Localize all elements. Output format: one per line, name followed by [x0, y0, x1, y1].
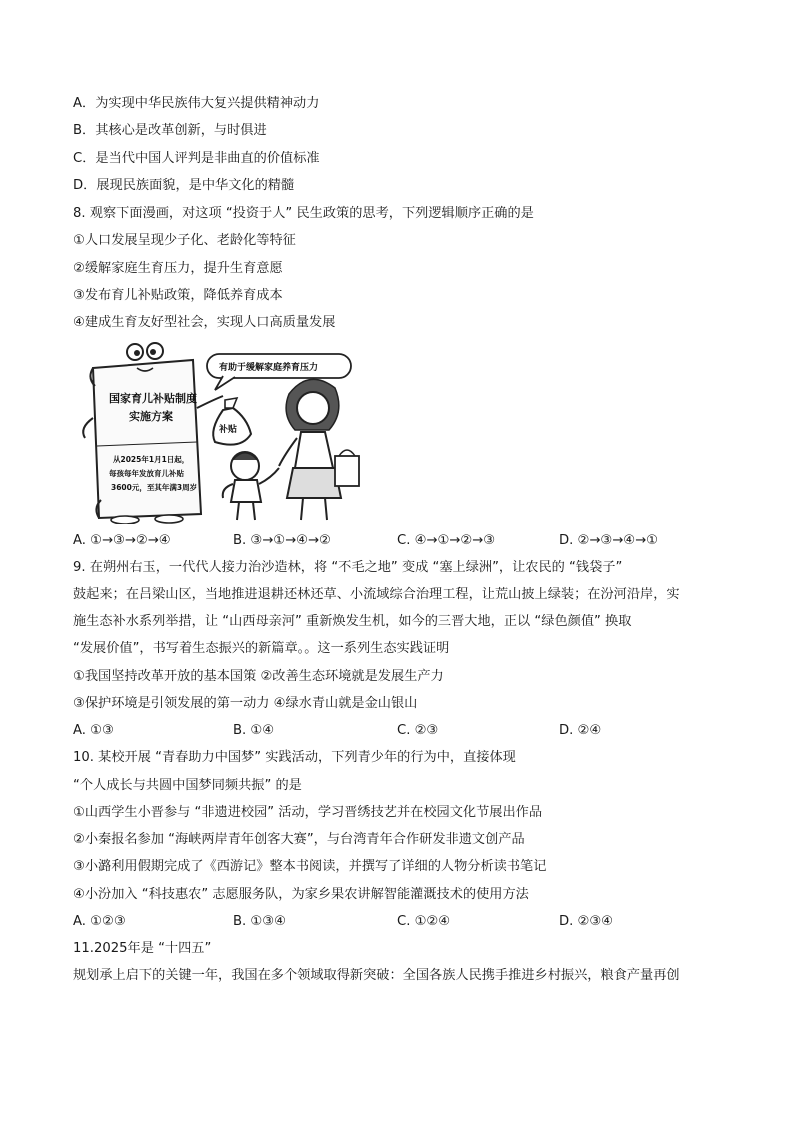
q9-items-line-1: ①我国坚持改革开放的基本国策 ②改善生态环境就是发展生产力 [73, 669, 444, 684]
q8-option-c[interactable]: C. ④→①→②→③ [397, 533, 496, 548]
speech-bubble-text: 有助于缓解家庭养育压力 [219, 363, 319, 373]
mother-illustration [279, 379, 359, 520]
q7-option-c: C．是当代中国人评判是非曲直的价值标准 [73, 151, 320, 166]
q8-item-4: ④建成生育友好型社会，实现人口高质量发展 [73, 315, 336, 330]
q8-stem: 8. 观察下面漫画，对这项 “投资于人” 民生政策的思考，下列逻辑顺序正确的是 [73, 206, 534, 221]
q8-option-d[interactable]: D. ②→③→④→① [559, 533, 658, 548]
q7-option-a: A．为实现中华民族伟大复兴提供精神动力 [73, 96, 320, 111]
doc-text-line-3: 3600元，至其年满3周岁 [111, 483, 198, 492]
q8-option-b[interactable]: B. ③→①→④→② [233, 533, 331, 548]
q10-item-3: ③小潞利用假期完成了《西游记》整本书阅读，并撰写了详细的人物分析读书笔记 [73, 859, 547, 874]
q9-option-b[interactable]: B. ①④ [233, 723, 275, 738]
q10-option-d[interactable]: D. ②③④ [559, 914, 614, 929]
q10-option-a[interactable]: A. ①②③ [73, 914, 126, 929]
q9-stem-line-3: 施生态补水系列举措，让 “山西母亲河” 重新焕发生机，如今的三晋大地，正以 “绿色颜值” 换取 [73, 614, 632, 629]
child-illustration [223, 452, 279, 520]
q9-items-line-2: ③保护环境是引领发展的第一动力 ④绿水青山就是金山银山 [73, 696, 418, 711]
q9-stem-line-2: 鼓起来；在吕梁山区，当地推进退耕还林还草、小流域综合治理工程，让荒山披上绿装；在汾河沿岸，实 [73, 587, 680, 602]
q10-item-4: ④小汾加入 “科技惠农” 志愿服务队，为家乡果农讲解智能灌溉技术的使用方法 [73, 887, 529, 902]
policy-document-illustration [83, 343, 223, 524]
q10-option-c[interactable]: C. ①②④ [397, 914, 451, 929]
doc-text-line-2: 每孩每年发放育儿补贴 [109, 469, 184, 478]
q9-option-d[interactable]: D. ②④ [559, 723, 602, 738]
q11-stem-line-1: 11.2025年是 “十四五” [73, 941, 212, 956]
q11-stem-line-2: 规划承上启下的关键一年，我国在多个领域取得新突破：全国各族人民携手推进乡村振兴，粮食产量再创 [73, 968, 680, 983]
q8-cartoon [73, 338, 373, 524]
q7-option-d: D．展现民族面貌，是中华文化的精髓 [73, 178, 295, 193]
money-bag-label: 补贴 [219, 425, 238, 435]
q9-option-a[interactable]: A. ①③ [73, 723, 114, 738]
q8-item-2: ②缓解家庭生育压力，提升生育意愿 [73, 261, 283, 276]
doc-title-line-2: 实施方案 [129, 410, 173, 423]
q8-item-3: ③发布育儿补贴政策，降低养育成本 [73, 288, 283, 303]
q10-option-b[interactable]: B. ①③④ [233, 914, 286, 929]
q9-option-c[interactable]: C. ②③ [397, 723, 439, 738]
q10-item-2: ②小秦报名参加 “海峡两岸青年创客大赛”，与台湾青年合作研发非遗文创产品 [73, 832, 525, 847]
money-bag-illustration [213, 398, 251, 445]
q10-item-1: ①山西学生小晋参与 “非遗进校园” 活动，学习晋绣技艺并在校园文化节展出作品 [73, 805, 543, 820]
q7-option-b: B．其核心是改革创新，与时俱进 [73, 123, 267, 138]
q9-stem-line-1: 9. 在朔州右玉，一代代人接力治沙造林，将 “不毛之地” 变成 “塞上绿洲”，让农民的 “钱袋子” [73, 560, 623, 575]
q8-option-a[interactable]: A. ①→③→②→④ [73, 533, 171, 548]
q10-stem-line-1: 10. 某校开展 “青春助力中国梦” 实践活动，下列青少年的行为中，直接体现 [73, 750, 516, 765]
doc-title-line-1: 国家育儿补贴制度 [109, 392, 197, 405]
q8-item-1: ①人口发展呈现少子化、老龄化等特征 [73, 233, 296, 248]
q10-stem-line-2: “个人成长与共圆中国梦同频共振” 的是 [73, 778, 302, 793]
q9-stem-line-4: “发展价值”，书写着生态振兴的新篇章。。这一系列生态实践证明 [73, 641, 450, 656]
doc-text-line-1: 从2025年1月1日起， [113, 455, 190, 464]
